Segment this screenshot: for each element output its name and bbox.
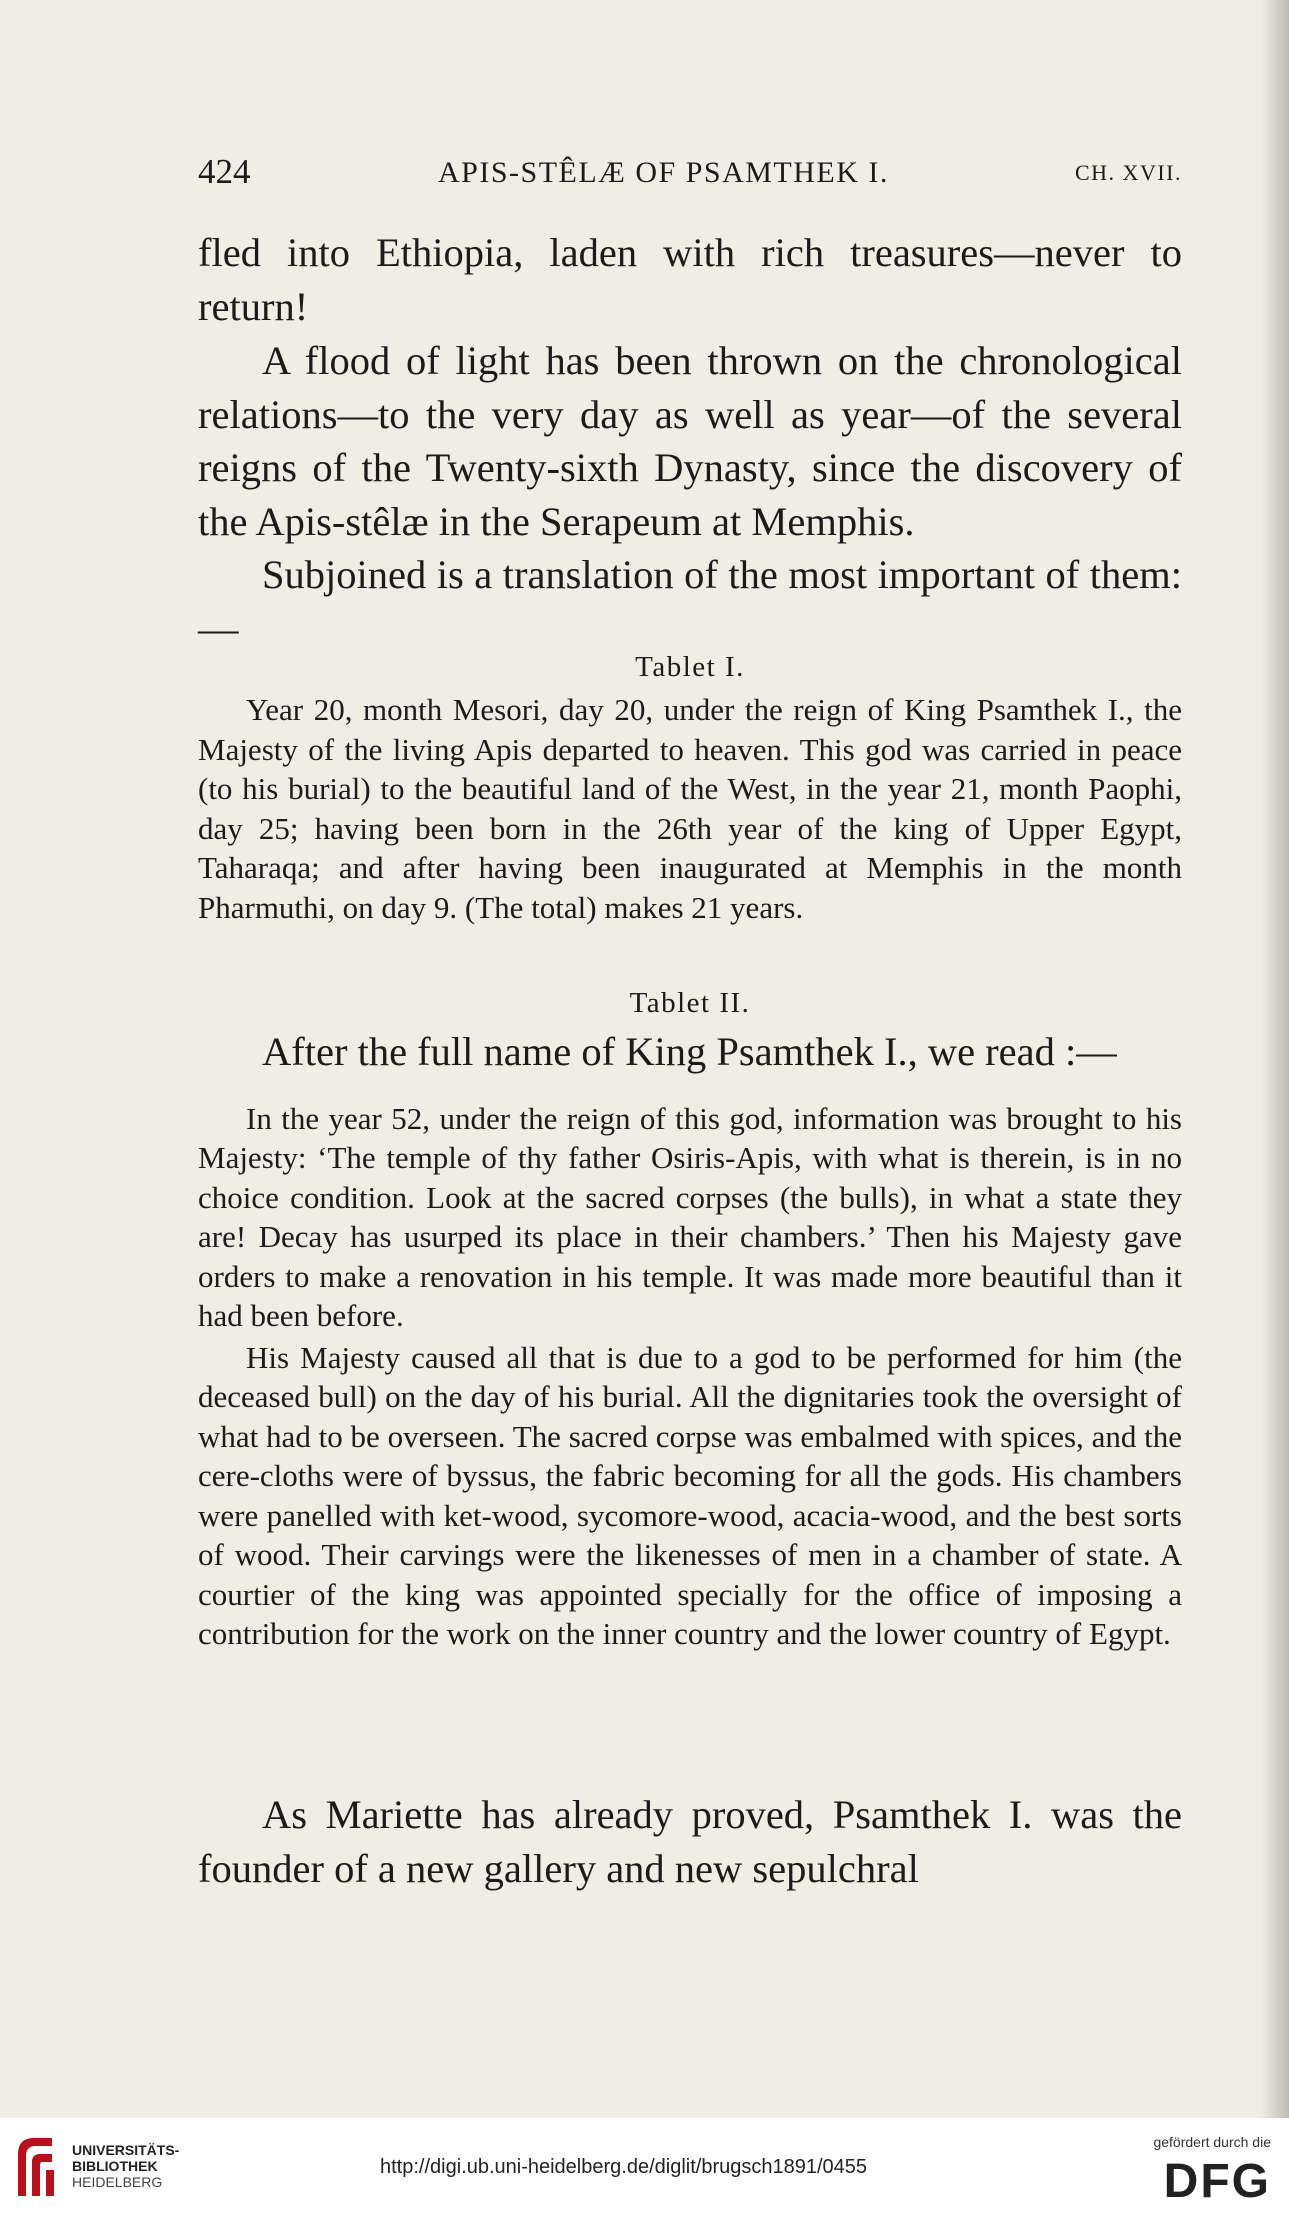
dfg-logo: DFG (1163, 2155, 1271, 2208)
tablet-two-caption: Tablet II. (629, 987, 751, 1019)
library-logo-icon (14, 2132, 58, 2200)
paragraph-subjoined: Subjoined is a translation of the most important of them:— (198, 552, 1182, 651)
paragraph-continuation: fled into Ethiopia, laden with rich treasures—never to return! (198, 230, 1182, 329)
digitization-footer (0, 2118, 1289, 2214)
tablet-one-text: Year 20, month Mesori, day 20, under the reign of King Psamthek I., the Majesty of the living Apis departed to heaven. This god was carried in peace (to his burial) to the beautiful land of the West, in the year 21, month Paophi, day 25; having been born in the 26th year of the king of Upper Egypt, Taharaqa; and after having been inaugurated at Memphis in the month Pharmuthi, on day 9. (The total) makes 21 years. (198, 692, 1182, 925)
library-name-line-3: HEIDELBERG (72, 2174, 163, 2190)
paragraph-chronology: A flood of light has been thrown on the chronological relations—to the very day as well as year—of the several reigns of the Twenty-sixth Dynasty, since the discovery of the Apis-stêlæ in the Serapeum at Memphis. (198, 338, 1182, 544)
paragraph-mariette: As Mariette has already proved, Psamthek I. was the founder of a new gallery and new sepulchral (198, 1792, 1182, 1891)
page-edge-shadow (1261, 0, 1289, 2118)
running-head (198, 152, 1182, 196)
tablet-one-section (198, 651, 1182, 927)
library-name-line-2: BIBLIOTHEK (72, 2158, 158, 2174)
funding-note: gefördert durch die (1153, 2134, 1271, 2150)
page-number: 424 (198, 152, 251, 191)
paragraph-after-name: After the full name of King Psamthek I., we read :— (262, 1029, 1117, 1074)
running-title: APIS-STÊLÆ OF PSAMTHEK I. (438, 156, 889, 189)
library-name-line-1: UNIVERSITÄTS- (72, 2142, 180, 2158)
chapter-label: CH. XVII. (1075, 160, 1182, 185)
tablet-two-section (198, 987, 1182, 1654)
closing-text (198, 1788, 1182, 1895)
tablet-two-text-1: In the year 52, under the reign of this god, information was brought to his Majesty: ‘The temple of thy father Osiris-Apis, with what is therein, is in no choice condition. Look at the sacred corpses (the bulls), in what a state they are! Decay has usurped its place in their chambers.’ Then his Majesty gave orders to make a renovation in his temple. It was made more beautiful than it had been before. (198, 1100, 1182, 1333)
library-name (72, 2142, 179, 2190)
main-text (198, 226, 1182, 655)
source-url-link[interactable]: http://digi.ub.uni-heidelberg.de/diglit/brugsch1891/0455 (380, 2156, 868, 2178)
tablet-two-text-2: His Majesty caused all that is due to a god to be performed for him (the deceased bull) on the day of his burial. All the dignitaries took the oversight of what had to be overseen. The sacred corpse was embalmed with spices, and the cere-cloths were of byssus, the fabric becoming for all the gods. His chambers were panelled with ket-wood, sycomore-wood, acacia-wood, and the best sorts of wood. Their carvings were the likenesses of men in a chamber of state. A courtier of the king was appointed specially for the office of imposing a contribution for the work on the inner country and the lower country of Egypt. (198, 1339, 1182, 1651)
tablet-one-caption: Tablet I. (635, 651, 745, 683)
